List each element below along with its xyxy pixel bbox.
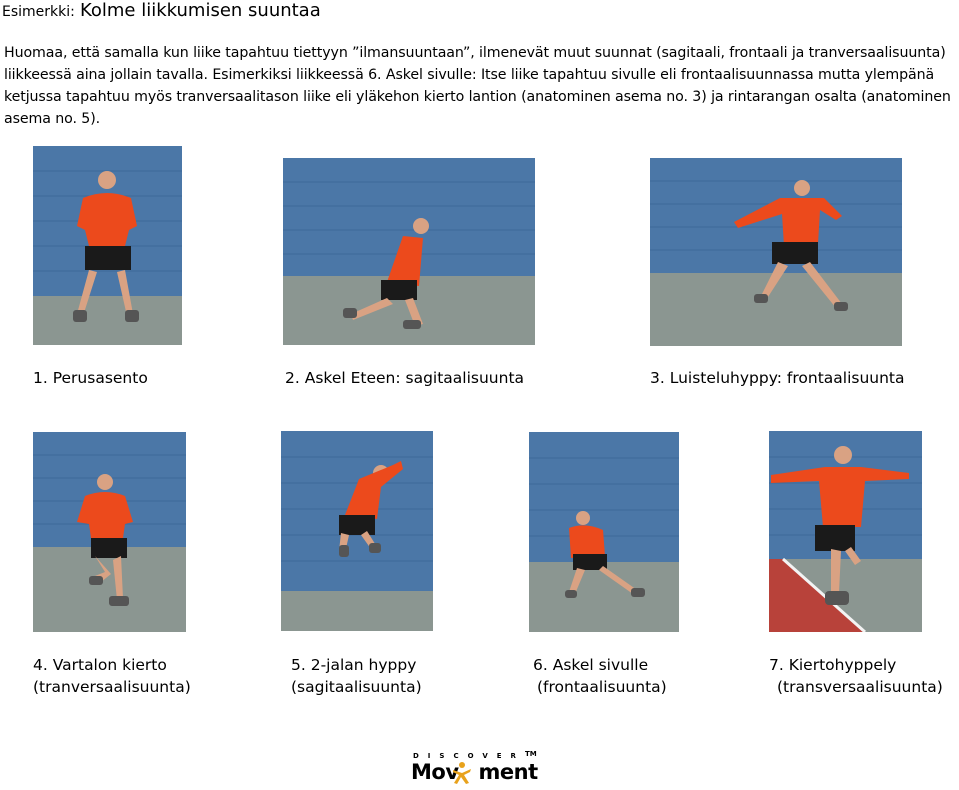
page-title bbox=[2, 0, 321, 21]
photo-vartalon-kierto bbox=[33, 432, 186, 632]
figure-icon bbox=[451, 761, 473, 785]
caption-6-line1: 6. Askel sivulle bbox=[533, 656, 649, 674]
caption-7-line1: 7. Kiertohyppely bbox=[769, 656, 897, 674]
caption-6-line2: (frontaalisuunta) bbox=[537, 678, 667, 696]
intro-paragraph: Huomaa, että samalla kun liike tapahtuu tiettyyn ”ilmansuuntaan”, ilmenevät muut suunnat (sagitaali, frontaali ja tranversaalisuunta) liikkeessä aina jollain tavalla. Esimerkiksi liikkeessä 6. Askel sivulle: Itse liike tapahtuu sivulle eli frontaalisuunnassa mutta ylempänä ketjussa tapahtuu myös tranversaalitason liike eli yläkehon kierto lantion (anatominen asema no. 3) ja rintarangan osalta (anatominen asema no. 5). bbox=[4, 45, 951, 127]
caption-5-line2: (sagitaalisuunta) bbox=[291, 678, 422, 696]
photo-askel-eteen bbox=[283, 158, 535, 345]
caption-4 bbox=[33, 654, 191, 698]
caption-5 bbox=[291, 654, 422, 698]
logo-wordmark bbox=[411, 760, 538, 784]
logo-discover: DISCOVER bbox=[413, 752, 525, 760]
caption-1 bbox=[33, 367, 148, 389]
photo-2-jalan-hyppy bbox=[281, 431, 433, 631]
caption-4-line1: 4. Vartalon kierto bbox=[33, 656, 167, 674]
caption-4-line2: (tranversaalisuunta) bbox=[33, 678, 191, 696]
caption-3-line1: 3. Luisteluhyppy: frontaalisuunta bbox=[650, 369, 905, 387]
photo-perusasento bbox=[33, 146, 182, 345]
caption-6 bbox=[533, 654, 667, 698]
caption-7 bbox=[769, 654, 943, 698]
caption-5-line1: 5. 2-jalan hyppy bbox=[291, 656, 417, 674]
logo-tm: TM bbox=[525, 750, 537, 758]
caption-1-line1: 1. Perusasento bbox=[33, 369, 148, 387]
caption-3 bbox=[650, 367, 905, 389]
caption-2 bbox=[285, 367, 524, 389]
logo-word-right: ment bbox=[478, 760, 538, 784]
photo-kiertohyppely bbox=[769, 431, 922, 632]
logo-word-left: Mov bbox=[411, 760, 459, 784]
discover-movement-logo bbox=[411, 752, 541, 786]
caption-2-line1: 2. Askel Eteen: sagitaalisuunta bbox=[285, 369, 525, 387]
photo-luisteluhyppy bbox=[650, 158, 902, 346]
photo-askel-sivulle bbox=[529, 432, 679, 632]
title-label: Esimerkki: bbox=[2, 4, 75, 20]
caption-7-line2: (transversaalisuunta) bbox=[777, 678, 943, 696]
title-text: Kolme liikkumisen suuntaa bbox=[79, 0, 321, 21]
